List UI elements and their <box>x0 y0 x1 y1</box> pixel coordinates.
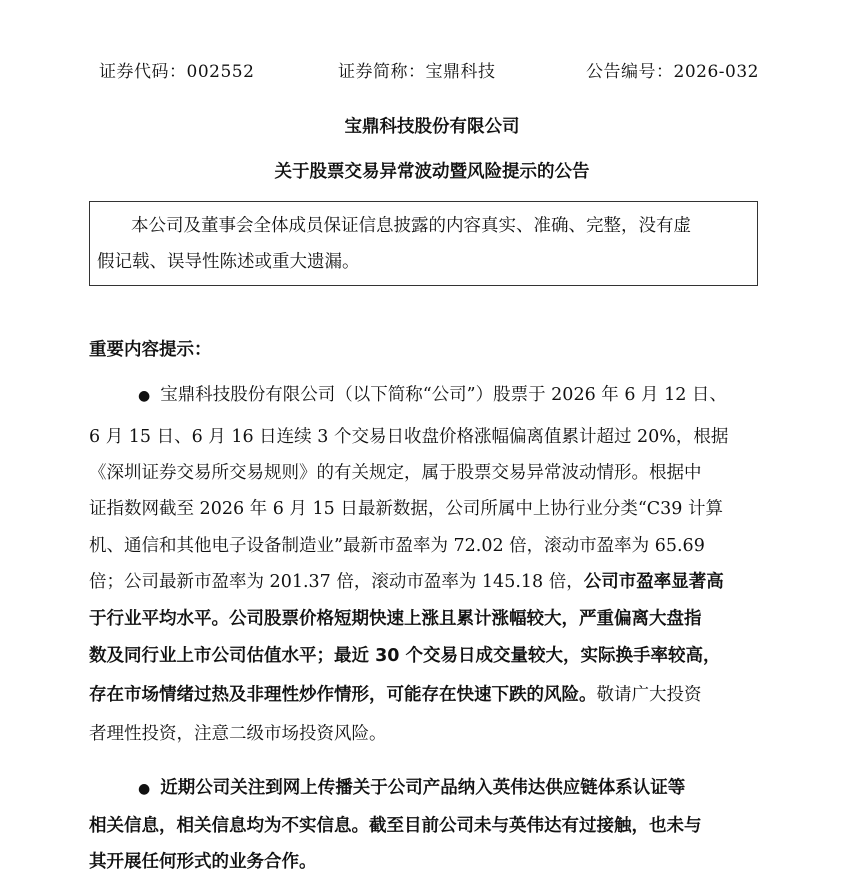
bullet-paragraph-1-line-7: 于行业平均水平。公司股票价格短期快速上涨且累计涨幅较大，严重偏离大盘指 <box>89 609 702 629</box>
bullet-paragraph-1-line-8: 数及同行业上市公司估值水平；最近 30 个交易日成交量较大，实际换手率较高， <box>89 646 721 666</box>
text: 宝鼎科技股份有限公司（以下简称“公司”）股票于 2026 年 6 月 12 日、 <box>160 385 727 405</box>
text: 敬请广大投资 <box>596 685 702 705</box>
bullet-paragraph-1-line-3: 《深圳证券交易所交易规则》的有关规定，属于股票交易异常波动情形。根据中 <box>89 463 702 483</box>
bullet-paragraph-1-line-2: 6 月 15 日、6 月 16 日连续 3 个交易日收盘价格涨幅偏离值累计超过 20%，根据 <box>89 427 729 447</box>
bullet-icon: ● <box>138 781 151 797</box>
bullet-paragraph-2-line-1 <box>138 774 685 799</box>
text: 近期公司关注到网上传播关于公司产品纳入英伟达供应链体系认证等 <box>160 778 686 798</box>
bold-text: 公司市盈率显著高 <box>583 572 724 592</box>
announcement-title: 关于股票交易异常波动暨风险提示的公告 <box>274 162 590 182</box>
security-code: 证券代码：002552 <box>99 62 255 82</box>
announcement-number: 公告编号：2026-032 <box>586 62 759 82</box>
bullet-icon: ● <box>138 388 151 404</box>
bullet-paragraph-1-line-1 <box>138 381 727 406</box>
bold-text: 存在市场情绪过热及非理性炒作情形，可能存在快速下跌的风险。 <box>89 685 597 705</box>
security-abbreviation: 证券简称：宝鼎科技 <box>338 62 496 82</box>
bullet-paragraph-2-line-2: 相关信息，相关信息均为不实信息。截至目前公司未与英伟达有过接触，也未与 <box>89 816 702 836</box>
bullet-paragraph-1-line-6 <box>89 568 724 593</box>
company-name: 宝鼎科技股份有限公司 <box>344 117 520 137</box>
section-title: 重要内容提示： <box>89 340 212 360</box>
bullet-paragraph-2-line-3: 其开展任何形式的业务合作。 <box>89 852 317 872</box>
text: 倍；公司最新市盈率为 201.37 倍，滚动市盈率为 145.18 倍， <box>89 572 584 592</box>
statement-line-2: 假记载、误导性陈述或重大遗漏。 <box>97 252 360 272</box>
bullet-paragraph-1-line-5: 机、通信和其他电子设备制造业”最新市盈率为 72.02 倍，滚动市盈率为 65.69 <box>89 536 705 556</box>
bullet-paragraph-1-line-4: 证指数网截至 2026 年 6 月 15 日最新数据，公司所属中上协行业分类“C39 计算 <box>89 499 723 519</box>
bullet-paragraph-1-line-10: 者理性投资，注意二级市场投资风险。 <box>89 724 387 744</box>
bullet-paragraph-1-line-9 <box>89 681 702 706</box>
statement-line-1: 本公司及董事会全体成员保证信息披露的内容真实、准确、完整，没有虚 <box>131 216 691 236</box>
